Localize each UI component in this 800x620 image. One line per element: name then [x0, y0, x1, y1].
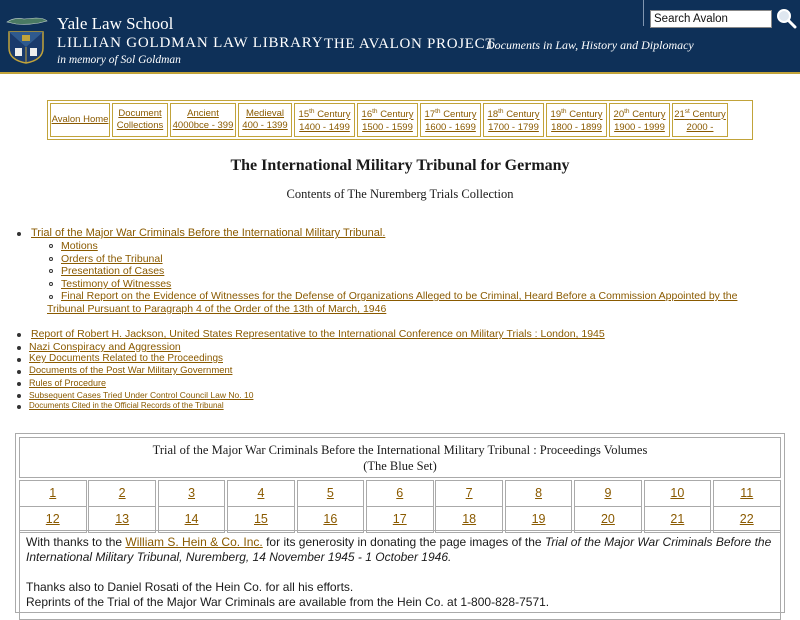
- bullet: [49, 244, 53, 248]
- link-final-report-cont[interactable]: Tribunal Pursuant to Paragraph 4 of the Order of the 13th of March, 1946: [47, 303, 387, 315]
- volume-cell: [713, 506, 781, 533]
- volumes-header: [19, 437, 781, 478]
- volumes-title: Trial of the Major War Criminals Before the International Military Tribunal : Proceedings Volumes: [152, 443, 648, 457]
- bullet: [17, 346, 21, 350]
- volume-cell: [227, 506, 295, 533]
- volume-cell: [297, 506, 365, 533]
- volume-link[interactable]: 12: [45, 512, 60, 526]
- link-post-war-military-government[interactable]: Documents of the Post War Military Government: [29, 365, 233, 376]
- header-divider: [643, 0, 644, 26]
- volume-cell: [158, 480, 226, 507]
- bullet: [49, 269, 53, 273]
- school-name[interactable]: Yale Law School: [57, 14, 174, 33]
- volume-link[interactable]: 11: [740, 486, 754, 500]
- volume-cell: [158, 506, 226, 533]
- thanks-rosati: Thanks also to Daniel Rosati of the Hein Co. for all his efforts.: [26, 580, 354, 594]
- page-title: The International Military Tribunal for Germany: [230, 157, 570, 174]
- volume-cell: [505, 506, 573, 533]
- link-key-documents[interactable]: Key Documents Related to the Proceedings: [29, 353, 223, 364]
- yale-shield-icon[interactable]: [7, 30, 45, 64]
- search-icon[interactable]: [775, 7, 797, 29]
- volume-link[interactable]: 13: [115, 512, 130, 526]
- volume-link[interactable]: 6: [396, 486, 404, 500]
- bullet: [49, 257, 53, 261]
- bullet: [17, 358, 21, 362]
- volume-cell: [366, 480, 434, 507]
- bullet: [17, 333, 21, 337]
- link-testimony-of-witnesses[interactable]: Testimony of Witnesses: [61, 278, 172, 290]
- volume-link[interactable]: 8: [535, 486, 543, 500]
- nav-document-collections[interactable]: Document Collections: [112, 103, 168, 137]
- volume-cell: [505, 480, 573, 507]
- nav-19th-century[interactable]: 19th Century 1800 - 1899: [546, 103, 607, 137]
- volume-link[interactable]: 15: [253, 512, 268, 526]
- era-navigation: [47, 100, 753, 140]
- link-hein-co[interactable]: William S. Hein & Co. Inc.: [125, 535, 263, 549]
- volume-cell: [435, 506, 503, 533]
- volume-cell: [574, 506, 642, 533]
- volume-cell: [297, 480, 365, 507]
- volume-cell: [435, 480, 503, 507]
- volume-cell: [366, 506, 434, 533]
- volume-link[interactable]: 16: [323, 512, 338, 526]
- volume-cell: [19, 480, 87, 507]
- nav-avalon-home[interactable]: Avalon Home: [50, 103, 110, 137]
- volume-link[interactable]: 10: [670, 486, 685, 500]
- volume-link[interactable]: 14: [184, 512, 199, 526]
- nav-18th-century[interactable]: 18th Century 1700 - 1799: [483, 103, 544, 137]
- link-motions[interactable]: Motions: [61, 240, 98, 252]
- link-presentation-of-cases[interactable]: Presentation of Cases: [61, 265, 165, 277]
- acknowledgement-text: With thanks to the William S. Hein & Co. Inc. for its generosity in donating the page images of the Trial of the Major War Criminals Before the International Military Tribunal, Nuremberg, 14 November 1945 - 1 October 1946. Thanks also to Daniel Rosati of the Hein Co. for all his efforts. Reprints of the Trial of the Major War Criminals are available from the Hein Co. at 1-800-828-7571.: [19, 530, 781, 620]
- proceedings-volumes-table: [15, 433, 785, 613]
- volume-link[interactable]: 22: [739, 512, 754, 526]
- project-tagline: Documents in Law, History and Diplomacy: [486, 38, 694, 52]
- volume-link[interactable]: 1: [49, 486, 57, 500]
- nav-16th-century[interactable]: 16th Century 1500 - 1599: [357, 103, 418, 137]
- library-name[interactable]: LILLIAN GOLDMAN LAW LIBRARY: [57, 35, 324, 51]
- link-rules-of-procedure[interactable]: Rules of Procedure: [29, 378, 107, 388]
- volume-cell: [227, 480, 295, 507]
- volume-cell: [644, 480, 712, 507]
- volume-cell: [713, 480, 781, 507]
- link-final-report[interactable]: Final Report on the Evidence of Witnesses for the Defense of Organizations Alleged to be Criminal, Heard Before a Commission Appointed by the: [61, 290, 738, 302]
- volume-link[interactable]: 21: [670, 512, 685, 526]
- link-nazi-conspiracy[interactable]: Nazi Conspiracy and Aggression: [29, 341, 181, 353]
- bullet: [49, 282, 53, 286]
- link-trial-major-war-criminals[interactable]: Trial of the Major War Criminals Before the International Military Tribunal.: [31, 227, 386, 239]
- volume-link[interactable]: 20: [600, 512, 615, 526]
- bullet: [17, 370, 21, 374]
- link-jackson-report[interactable]: Report of Robert H. Jackson, United States Representative to the International Conference on Military Trials : London, 1945: [31, 328, 605, 340]
- nav-20th-century[interactable]: 20th Century 1900 - 1999: [609, 103, 670, 137]
- volumes-set-label: (The Blue Set): [363, 459, 437, 473]
- bullet: [17, 394, 21, 398]
- volume-cell: [644, 506, 712, 533]
- search-input[interactable]: [650, 10, 772, 28]
- volume-cell: [19, 506, 87, 533]
- volume-link[interactable]: 2: [118, 486, 126, 500]
- bullet: [17, 405, 21, 409]
- link-documents-cited[interactable]: Documents Cited in the Official Records of the Tribunal: [29, 401, 224, 410]
- volume-cell: [88, 506, 156, 533]
- volume-link[interactable]: 5: [326, 486, 334, 500]
- nav-medieval[interactable]: Medieval 400 - 1399: [238, 103, 292, 137]
- bullet: [17, 232, 21, 236]
- volume-link[interactable]: 9: [604, 486, 612, 500]
- bulldog-logo-icon: [6, 15, 48, 27]
- nav-15th-century[interactable]: 15th Century 1400 - 1499: [294, 103, 355, 137]
- volume-cell: [88, 480, 156, 507]
- nav-ancient[interactable]: Ancient 4000bce - 399: [170, 103, 236, 137]
- volume-link[interactable]: 19: [531, 512, 546, 526]
- bullet: [49, 295, 53, 299]
- page-subtitle: Contents of The Nuremberg Trials Collection: [286, 187, 514, 201]
- bullet: [17, 382, 21, 386]
- header-gold-rule: [0, 72, 800, 74]
- volume-link[interactable]: 7: [465, 486, 473, 500]
- volume-link[interactable]: 3: [188, 486, 196, 500]
- memory-note: in memory of Sol Goldman: [57, 54, 181, 66]
- nav-17th-century[interactable]: 17th Century 1600 - 1699: [420, 103, 481, 137]
- site-header: [0, 0, 800, 72]
- reprints-note: Reprints of the Trial of the Major War Criminals are available from the Hein Co. at 1-800-828-7571.: [26, 595, 550, 609]
- volume-link[interactable]: 18: [462, 512, 477, 526]
- project-title[interactable]: THE AVALON PROJECT: [324, 36, 496, 52]
- link-subsequent-cases[interactable]: Subsequent Cases Tried Under Control Council Law No. 10: [29, 390, 254, 400]
- volume-link[interactable]: 4: [257, 486, 265, 500]
- nav-21st-century[interactable]: 21st Century 2000 -: [672, 103, 728, 137]
- volume-cell: [574, 480, 642, 507]
- link-orders-of-the-tribunal[interactable]: Orders of the Tribunal: [61, 253, 163, 265]
- volume-link[interactable]: 17: [392, 512, 407, 526]
